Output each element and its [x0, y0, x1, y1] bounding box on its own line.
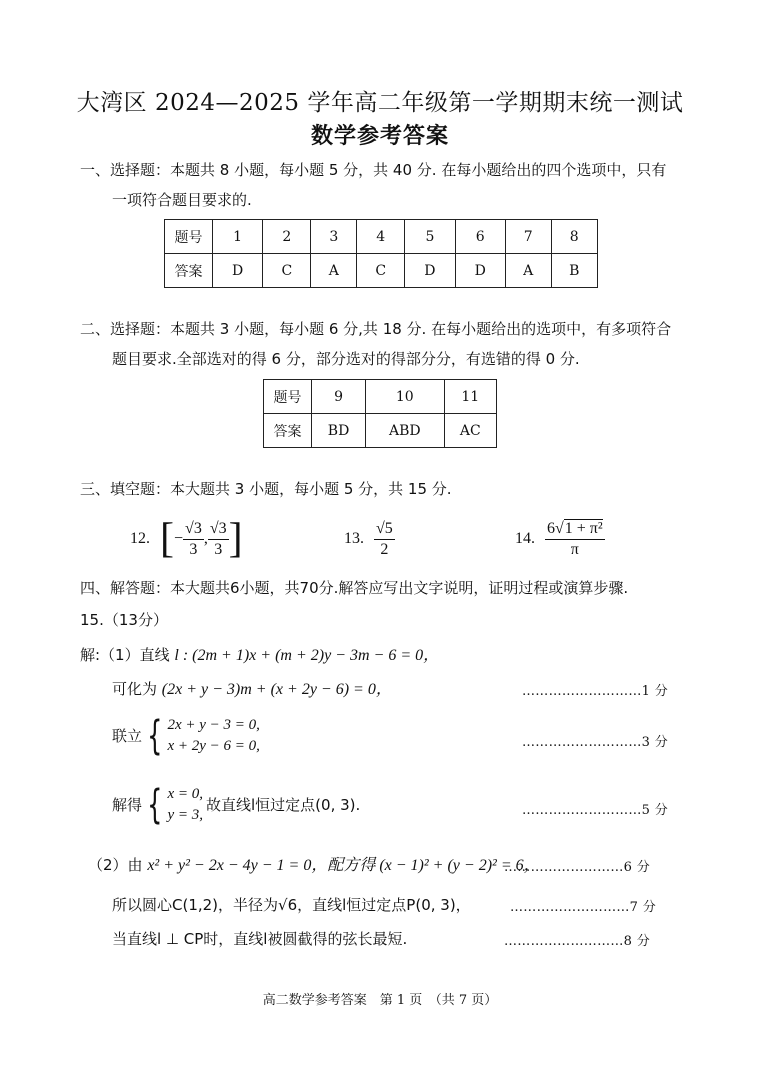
table-row [264, 414, 497, 448]
table-row [165, 254, 598, 288]
table-cell: A [505, 254, 551, 288]
score-marker: ………………………8 分 [503, 934, 650, 949]
section2-answer-table [263, 379, 497, 448]
fraction-sqrt3-over-3 [208, 519, 229, 560]
answer-12 [130, 514, 243, 564]
table-row [264, 380, 497, 414]
section1-intro-line1: 一、选择题：本题共 8 小题，每小题 5 分，共 40 分. 在每小题给出的四个选项中，只有 [80, 161, 667, 179]
system-equation-1: x = 0, [167, 786, 203, 802]
radicand: 1 + π² [564, 519, 603, 537]
score-marker: ………………………6 分 [503, 860, 650, 875]
answer-13 [344, 514, 395, 564]
right-bracket: ] [228, 516, 243, 562]
step-3-prefix: 联立 [112, 727, 143, 745]
fraction-denominator: 3 [189, 540, 198, 558]
table-cell: 10 [366, 380, 444, 414]
fraction-denominator: 2 [380, 540, 389, 558]
question-15-title: 15.（13分） [80, 611, 168, 629]
document-title: 大湾区 2024—2025 学年高二年级第一学期期末统一测试 [76, 90, 684, 116]
system-equation-1: 2x + y − 3 = 0, [167, 717, 260, 733]
step-4-prefix: 解得 [112, 796, 143, 814]
section4-intro: 四、解答题：本大题共6小题，共70分.解答应写出文字说明，证明过程或演算步骤. [80, 579, 629, 597]
fraction-6sqrt-over-pi [545, 519, 605, 560]
table-cell: AC [444, 414, 496, 448]
table-cell: 8 [551, 220, 597, 254]
system-equation-2: x + 2y − 6 = 0, [167, 738, 260, 754]
table-cell: 7 [505, 220, 551, 254]
step-2-prefix: 可化为 [112, 680, 158, 698]
table-cell: D [405, 254, 455, 288]
table-cell-header: 答案 [165, 254, 213, 288]
table-cell: C [263, 254, 311, 288]
answer-12-label: 12. [130, 530, 150, 547]
solution-step-2 [112, 679, 392, 700]
score-marker: ………………………7 分 [509, 900, 656, 915]
fraction-denominator: 3 [214, 540, 223, 558]
minus-sign: − [174, 530, 184, 547]
solution-step-3 [112, 715, 260, 757]
equation-system [167, 715, 259, 757]
radical-sign: √ [555, 519, 564, 537]
table-cell-header: 题号 [264, 380, 312, 414]
fraction-numerator: √5 [374, 519, 395, 540]
section1-intro-line2: 一项符合题目要求的. [112, 191, 252, 209]
score-marker: ………………………3 分 [521, 735, 668, 750]
solution-step-4 [112, 784, 360, 826]
section3-intro: 三、填空题：本大题共 3 小题，每小题 5 分，共 15 分. [80, 480, 452, 498]
fixed-point-statement: 故直线l恒过定点(0, 3). [206, 796, 361, 814]
fraction-sqrt5-over-2 [374, 519, 395, 560]
answer-14-label: 14. [515, 530, 535, 547]
table-cell: 1 [213, 220, 263, 254]
table-cell: 5 [405, 220, 455, 254]
system-equation-2: y = 3, [167, 807, 203, 823]
step-1-prefix: 解:（1）直线 [80, 646, 170, 664]
answer-14 [515, 514, 605, 564]
solution-step-5 [88, 855, 540, 876]
fraction-denominator: π [570, 540, 579, 558]
solution-step-7: 当直线l ⊥ CP时，直线l被圆截得的弦长最短. [112, 930, 408, 948]
circle-equation: x² + y² − 2x − 4y − 1 = 0，配方得 (x − 1)² + (y − 2)² = 6， [147, 857, 540, 874]
fraction-sqrt3-over-3 [183, 519, 204, 560]
table-cell: 3 [311, 220, 357, 254]
answer-13-label: 13. [344, 530, 364, 547]
table-row [165, 220, 598, 254]
table-cell: 6 [455, 220, 505, 254]
line-equation: l : (2m + 1)x + (m + 2)y − 3m − 6 = 0， [174, 647, 440, 664]
solution-step-6: 所以圆心C(1,2)，半径为√6，直线l恒过定点P(0, 3)， [112, 896, 471, 914]
left-bracket: [ [160, 516, 174, 562]
equation-system [167, 784, 203, 826]
table-cell: B [551, 254, 597, 288]
comma: , [203, 530, 208, 547]
score-marker: ………………………5 分 [521, 803, 668, 818]
score-marker: ………………………1 分 [521, 684, 668, 699]
section2-intro-line1: 二、选择题：本题共 3 小题，每小题 6 分,共 18 分. 在每小题给出的选项中，有多项符合 [80, 320, 672, 338]
left-brace: { [147, 713, 163, 759]
page-footer: 高二数学参考答案 第 1 页 （共 7 页） [262, 993, 498, 1008]
table-cell: 9 [312, 380, 366, 414]
table-cell: 11 [444, 380, 496, 414]
table-cell-header: 答案 [264, 414, 312, 448]
solution-step-1 [80, 645, 439, 666]
fraction-numerator: √3 [208, 519, 229, 540]
rearranged-equation: (2x + y − 3)m + (x + 2y − 6) = 0， [161, 681, 392, 698]
fraction-numerator [545, 519, 605, 540]
fraction-numerator: √3 [183, 519, 204, 540]
document-subtitle: 数学参考答案 [310, 123, 449, 149]
table-cell: BD [312, 414, 366, 448]
section1-answer-table [164, 219, 598, 288]
coefficient: 6 [547, 519, 555, 537]
table-cell: 4 [357, 220, 405, 254]
table-cell: 2 [263, 220, 311, 254]
table-cell-header: 题号 [165, 220, 213, 254]
left-brace: { [147, 782, 163, 828]
table-cell: D [213, 254, 263, 288]
table-cell: ABD [366, 414, 444, 448]
table-cell: D [455, 254, 505, 288]
table-cell: A [311, 254, 357, 288]
section2-intro-line2: 题目要求.全部选对的得 6 分，部分选对的得部分分，有选错的得 0 分. [112, 350, 580, 368]
table-cell: C [357, 254, 405, 288]
step-5-prefix: （2）由 [88, 856, 143, 874]
